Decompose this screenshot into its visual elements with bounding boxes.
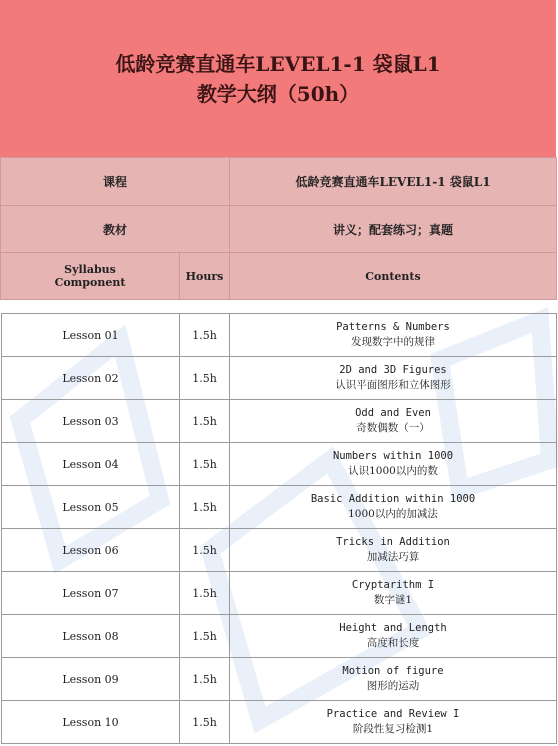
lesson-topic-cn: 奇数偶数（一） bbox=[356, 422, 430, 434]
column-header-syllabus-line1: Syllabus bbox=[64, 263, 116, 276]
lesson-contents bbox=[230, 443, 557, 486]
lesson-hours: 1.5h bbox=[180, 443, 230, 486]
lesson-hours: 1.5h bbox=[180, 529, 230, 572]
table-row bbox=[2, 486, 557, 529]
lesson-hours: 1.5h bbox=[180, 314, 230, 357]
table-row bbox=[2, 658, 557, 701]
lesson-topic-en: Odd and Even bbox=[355, 407, 431, 419]
lesson-topic-en: Numbers within 1000 bbox=[332, 450, 454, 462]
lesson-topic-cn: 数字谜1 bbox=[373, 594, 413, 606]
lesson-name: Lesson 03 bbox=[2, 400, 180, 443]
syllabus-header-table bbox=[0, 252, 557, 300]
lesson-hours: 1.5h bbox=[180, 572, 230, 615]
lesson-topic-en: Cryptarithm I bbox=[351, 579, 435, 591]
lesson-topic-cn: 认识平面图形和立体图形 bbox=[335, 379, 451, 391]
lesson-name: Lesson 04 bbox=[2, 443, 180, 486]
lesson-contents bbox=[230, 486, 557, 529]
course-label: 课程 bbox=[1, 158, 230, 206]
lesson-contents bbox=[230, 701, 557, 744]
lesson-hours: 1.5h bbox=[180, 658, 230, 701]
lesson-topic-en: Height and Length bbox=[339, 622, 447, 634]
lesson-topic-cn: 认识1000以内的数 bbox=[348, 465, 438, 477]
table-row bbox=[2, 443, 557, 486]
lesson-name: Lesson 05 bbox=[2, 486, 180, 529]
lesson-name: Lesson 10 bbox=[2, 701, 180, 744]
lesson-contents bbox=[230, 314, 557, 357]
lesson-name: Lesson 06 bbox=[2, 529, 180, 572]
lesson-topic-cn: 图形的运动 bbox=[366, 680, 420, 692]
lesson-hours: 1.5h bbox=[180, 357, 230, 400]
lesson-topic-cn: 1000以内的加减法 bbox=[348, 508, 438, 520]
table-row bbox=[2, 701, 557, 744]
table-row bbox=[2, 572, 557, 615]
lesson-topic-cn: 阶段性复习检测1 bbox=[352, 723, 434, 735]
lesson-contents bbox=[230, 357, 557, 400]
lesson-contents bbox=[230, 400, 557, 443]
materials-value: 讲义；配套练习；真题 bbox=[230, 206, 557, 253]
lesson-contents bbox=[230, 615, 557, 658]
lesson-topic-cn: 加减法巧算 bbox=[366, 551, 420, 563]
table-row bbox=[2, 357, 557, 400]
document-title-line2: 教学大纲（50h） bbox=[196, 81, 360, 106]
lesson-topic-cn: 发现数字中的规律 bbox=[351, 336, 435, 348]
document-header bbox=[0, 0, 556, 157]
lesson-name: Lesson 09 bbox=[2, 658, 180, 701]
column-header-contents: Contents bbox=[230, 253, 557, 300]
lesson-hours: 1.5h bbox=[180, 615, 230, 658]
lesson-topic-en: Patterns & Numbers bbox=[336, 321, 450, 333]
course-info-table bbox=[0, 157, 557, 253]
table-row bbox=[2, 529, 557, 572]
table-row bbox=[2, 615, 557, 658]
document-title-line1: 低龄竞赛直通车LEVEL1-1 袋鼠L1 bbox=[115, 51, 441, 76]
table-row bbox=[2, 400, 557, 443]
column-header-hours: Hours bbox=[180, 253, 230, 300]
lesson-contents bbox=[230, 658, 557, 701]
column-header-syllabus bbox=[1, 253, 180, 300]
materials-label: 教材 bbox=[1, 206, 230, 253]
lesson-name: Lesson 08 bbox=[2, 615, 180, 658]
lesson-contents bbox=[230, 572, 557, 615]
course-value: 低龄竞赛直通车LEVEL1-1 袋鼠L1 bbox=[230, 158, 557, 206]
lesson-topic-en: Practice and Review I bbox=[326, 708, 460, 720]
lesson-name: Lesson 02 bbox=[2, 357, 180, 400]
materials-row bbox=[1, 206, 557, 253]
lesson-hours: 1.5h bbox=[180, 400, 230, 443]
lesson-topic-cn: 高度和长度 bbox=[366, 637, 420, 649]
lesson-hours: 1.5h bbox=[180, 701, 230, 744]
lesson-topic-en: Motion of figure bbox=[342, 665, 444, 677]
column-header-syllabus-line2: Component bbox=[54, 276, 126, 289]
lessons-table bbox=[1, 313, 557, 744]
lesson-topic-en: 2D and 3D Figures bbox=[339, 364, 447, 376]
column-header-row bbox=[1, 253, 557, 300]
lesson-name: Lesson 07 bbox=[2, 572, 180, 615]
table-row bbox=[2, 314, 557, 357]
course-row bbox=[1, 158, 557, 206]
lesson-hours: 1.5h bbox=[180, 486, 230, 529]
lesson-name: Lesson 01 bbox=[2, 314, 180, 357]
lesson-topic-en: Tricks in Addition bbox=[336, 536, 450, 548]
lesson-topic-en: Basic Addition within 1000 bbox=[310, 493, 476, 505]
lesson-contents bbox=[230, 529, 557, 572]
